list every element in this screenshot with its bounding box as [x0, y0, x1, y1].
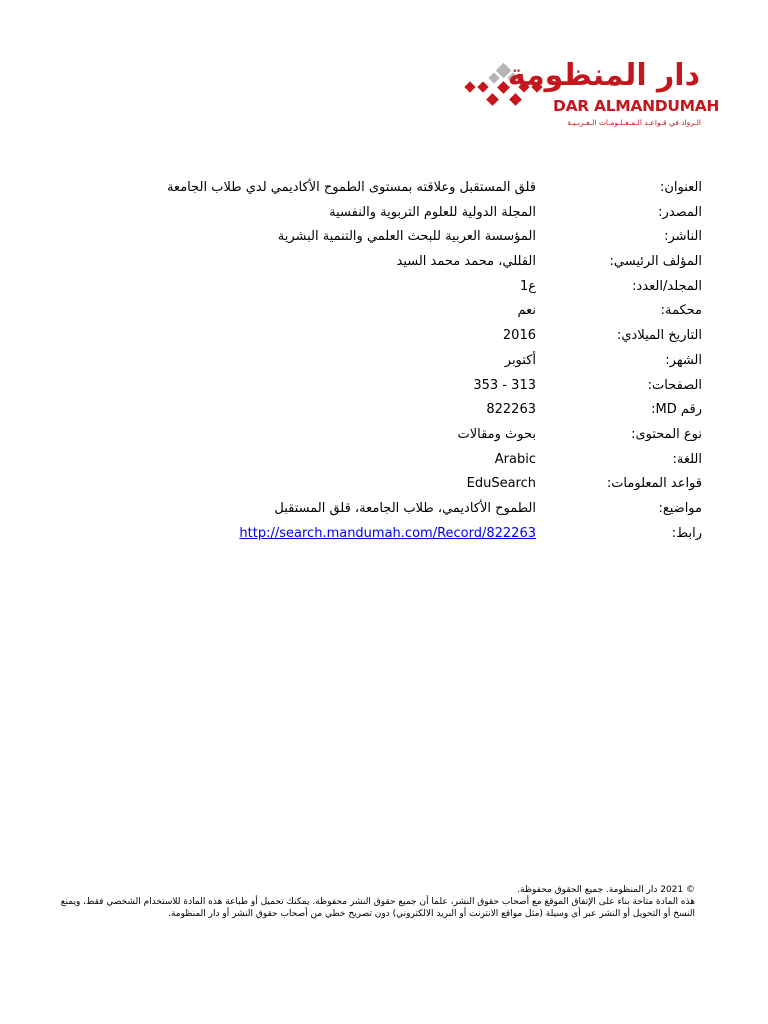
author-value: القللي، محمد محمد السيد: [396, 254, 536, 270]
pages-label: الصفحات:: [647, 377, 702, 393]
md-number-value: 822263: [486, 402, 536, 418]
databases-value: EduSearch: [466, 476, 536, 492]
md-number-label: رقم MD:: [651, 402, 702, 418]
language-value: Arabic: [494, 451, 536, 467]
record-row-year: [60, 326, 710, 351]
link-value: [66, 524, 536, 544]
peer-reviewed-value: نعم: [517, 303, 536, 319]
record-row-month: [60, 351, 710, 376]
publisher-label: الناشر:: [664, 229, 702, 245]
title-label: العنوان:: [659, 180, 702, 195]
record-row-volume-issue: [60, 277, 710, 302]
volume-issue-value: ع1: [519, 278, 536, 294]
record-link[interactable]: http://search.mandumah.com/Record/822263: [239, 525, 536, 541]
publisher-value: المؤسسة العربية للبحث العلمي والتنمية البشرية: [277, 229, 536, 245]
record-row-source: [60, 203, 710, 228]
record-row-publisher: [60, 227, 710, 252]
record-row-content-type: [60, 425, 710, 450]
content-type-label: نوع المحتوى:: [631, 426, 702, 442]
record-row-language: [60, 450, 710, 475]
record-row-pages: [60, 376, 710, 401]
year-value: 2016: [502, 328, 536, 344]
source-value: المجلة الدولية للعلوم التربوية والنفسية: [329, 204, 536, 220]
year-label: التاريخ الميلادي:: [617, 328, 702, 344]
record-metadata: [60, 178, 710, 548]
copyright-notice: هذه المادة متاحة بناء على الإتفاق الموقع مع أصحاب حقوق النشر، علما أن جميع حقوق النشر محفوظة. يمكنك تحميل أو طباعة هذه المادة للاستخدام الشخصي فقط، ويمنع النسخ أو التحويل أو النشر عبر أي وسيلة (مثل مواقع الانترنت أو البريد الالكتروني) دون تصريح خطي من أصحاب حقوق النشر أو دار المنظومة.: [60, 897, 695, 919]
dar-almandumah-logo: [462, 58, 720, 132]
logo-english-name: DAR ALMANDUMAH: [553, 97, 720, 115]
record-row-link: [60, 524, 710, 549]
subjects-value: الطموح الأكاديمي، طلاب الجامعة، قلق المستقبل: [274, 500, 536, 516]
record-row-databases: [60, 474, 710, 499]
copyright-footer: [52, 884, 695, 920]
record-row-title: [60, 178, 710, 203]
logo-tagline: الـرواد في قـواعـد الـمـعـلـومـات الـعـربـيـة: [567, 118, 701, 127]
month-value: أكتوبر: [504, 352, 536, 368]
databases-label: قواعد المعلومات:: [606, 476, 702, 492]
source-label: المصدر:: [658, 204, 702, 220]
author-label: المؤلف الرئيسي:: [609, 254, 702, 270]
pages-value: 313 - 353: [473, 377, 536, 393]
link-label: رابط:: [671, 525, 702, 541]
subjects-label: مواضيع:: [658, 500, 702, 516]
month-label: الشهر:: [665, 352, 702, 368]
record-row-peer-reviewed: [60, 301, 710, 326]
record-row-md-number: [60, 400, 710, 425]
copyright-text: © 2021 دار المنظومة. جميع الحقوق محفوظة.: [517, 885, 695, 895]
peer-reviewed-label: محكمة:: [660, 303, 702, 319]
title-value: قلق المستقبل وعلاقته بمستوى الطموح الأكاديمي لدي طلاب الجامعة: [166, 180, 536, 195]
logo-arabic-name: دار المنظومة: [507, 58, 700, 93]
language-label: اللغة:: [672, 451, 702, 467]
volume-issue-label: المجلد/العدد:: [632, 278, 702, 294]
content-type-value: بحوث ومقالات: [457, 426, 536, 442]
record-row-subjects: [60, 499, 710, 524]
record-row-author: [60, 252, 710, 277]
